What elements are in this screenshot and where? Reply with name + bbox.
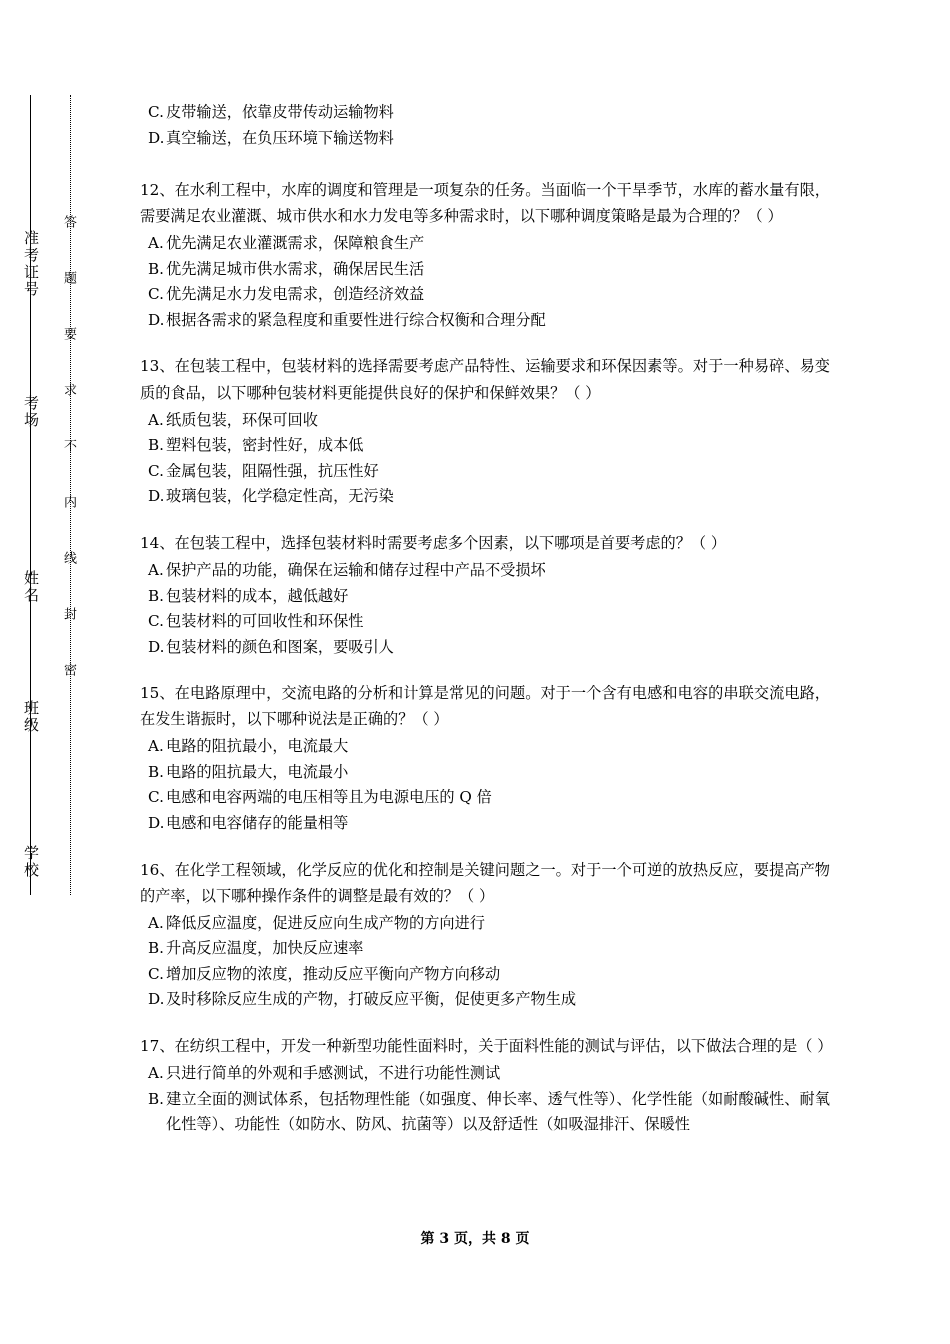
option-item bbox=[148, 584, 830, 610]
option-letter: C. bbox=[148, 964, 164, 983]
option-letter: D. bbox=[148, 990, 165, 1009]
option-letter: A. bbox=[148, 1064, 164, 1083]
question-stem: 16、在化学工程领域，化学反应的优化和控制是关键问题之一。对于一个可逆的放热反应，要提高产物的产率，以下哪种操作条件的调整是最有效的？（ ） bbox=[140, 860, 830, 905]
option-text: 根据各需求的紧急程度和重要性进行综合权衡和合理分配 bbox=[166, 310, 546, 329]
question-stem: 15、在电路原理中，交流电路的分析和计算是常见的问题。对于一个含有电感和电容的串联交流电路，在发生谐振时，以下哪种说法是正确的？（ ） bbox=[140, 684, 830, 729]
option-text: 建立全面的测试体系，包括物理性能（如强度、伸长率、透气性等）、化学性能（如耐酸碱性、耐氧化性等）、功能性（如防水、防风、抗菌等）以及舒适性（如吸湿排汗、保暖性 bbox=[166, 1089, 830, 1134]
option-letter: A. bbox=[148, 913, 164, 932]
option-text: 增加反应物的浓度，推动反应平衡向产物方向移动 bbox=[166, 964, 501, 983]
option-letter: A. bbox=[148, 234, 164, 253]
option-text: 保护产品的功能，确保在运输和储存过程中产品不受损坏 bbox=[166, 561, 546, 580]
option-text: 玻璃包装，化学稳定性高，无污染 bbox=[166, 487, 394, 506]
option-text: 包装材料的成本，越低越好 bbox=[166, 586, 349, 605]
option-letter: D. bbox=[148, 310, 165, 329]
option-item bbox=[148, 558, 830, 584]
option-letter: C. bbox=[148, 285, 164, 304]
seal-field-admission-number: 准考证号 bbox=[22, 230, 40, 298]
seal-instruction-text: 答 题 要 求 不 内 线 封 密 bbox=[61, 215, 76, 690]
option-item bbox=[148, 257, 830, 283]
option-text: 电感和电容储存的能量相等 bbox=[166, 814, 349, 833]
option-text: 及时移除反应生成的产物，打破反应平衡，促使更多产物生成 bbox=[166, 990, 577, 1009]
option-item bbox=[148, 100, 830, 126]
option-item bbox=[148, 911, 830, 937]
question-stem: 17、在纺织工程中，开发一种新型功能性面料时，关于面料性能的测试与评估，以下做法合理的是（ ） bbox=[140, 1036, 833, 1055]
question-block bbox=[140, 857, 830, 1013]
option-text: 电路的阻抗最大，电流最小 bbox=[166, 762, 349, 781]
option-item bbox=[148, 962, 830, 988]
option-item bbox=[148, 635, 830, 661]
question-block bbox=[140, 353, 830, 509]
option-text: 包装材料的可回收性和环保性 bbox=[166, 612, 364, 631]
option-letter: B. bbox=[148, 1089, 164, 1108]
option-letter: C. bbox=[148, 612, 164, 631]
option-item bbox=[148, 408, 830, 434]
option-letter: B. bbox=[148, 259, 164, 278]
option-item bbox=[148, 282, 830, 308]
option-letter: D. bbox=[148, 128, 165, 147]
option-text: 包装材料的颜色和图案，要吸引人 bbox=[166, 637, 394, 656]
option-letter: B. bbox=[148, 939, 164, 958]
option-item bbox=[148, 936, 830, 962]
option-text: 优先满足农业灌溉需求，保障粮食生产 bbox=[166, 234, 425, 253]
option-text: 优先满足水力发电需求，创造经济效益 bbox=[166, 285, 425, 304]
option-letter: B. bbox=[148, 586, 164, 605]
option-item bbox=[148, 433, 830, 459]
option-item bbox=[148, 126, 830, 152]
option-letter: C. bbox=[148, 461, 164, 480]
seal-field-exam-room: 考场 bbox=[22, 395, 40, 429]
option-letter: C. bbox=[148, 788, 164, 807]
seal-vertical-rule bbox=[30, 95, 31, 895]
option-letter: B. bbox=[148, 436, 164, 455]
option-item bbox=[148, 308, 830, 334]
option-text: 升高反应温度，加快反应速率 bbox=[166, 939, 364, 958]
option-item bbox=[148, 811, 830, 837]
continued-options bbox=[140, 100, 830, 151]
option-text: 塑料包装，密封性好，成本低 bbox=[166, 436, 364, 455]
seal-field-school: 学校 bbox=[22, 845, 40, 879]
option-item bbox=[148, 1087, 830, 1138]
option-item bbox=[148, 1061, 830, 1087]
option-letter: C. bbox=[148, 103, 164, 121]
option-letter: D. bbox=[148, 814, 165, 833]
question-block bbox=[140, 1033, 833, 1138]
seal-margin bbox=[0, 0, 118, 1344]
option-letter: A. bbox=[148, 410, 164, 429]
option-text: 只进行简单的外观和手感测试，不进行功能性测试 bbox=[166, 1064, 501, 1083]
option-letter: B. bbox=[148, 762, 164, 781]
option-text: 电感和电容两端的电压相等且为电源电压的 Q 倍 bbox=[166, 788, 492, 807]
option-letter: D. bbox=[148, 637, 165, 656]
page-footer: 第 3 页，共 8 页 bbox=[420, 1231, 530, 1247]
option-text: 金属包装，阻隔性强，抗压性好 bbox=[166, 461, 379, 480]
option-item bbox=[148, 609, 830, 635]
option-item bbox=[148, 760, 830, 786]
option-text: 真空输送，在负压环境下输送物料 bbox=[166, 128, 394, 147]
question-stem: 14、在包装工程中，选择包装材料时需要考虑多个因素，以下哪项是首要考虑的？（ ） bbox=[140, 533, 727, 552]
seal-field-class: 班级 bbox=[22, 700, 40, 734]
seal-field-name: 姓名 bbox=[22, 570, 40, 604]
question-block bbox=[140, 680, 830, 836]
option-item bbox=[148, 734, 830, 760]
option-item bbox=[148, 231, 830, 257]
option-text: 降低反应温度，促进反应向生成产物的方向进行 bbox=[166, 913, 485, 932]
option-text: 优先满足城市供水需求，确保居民生活 bbox=[166, 259, 425, 278]
option-item bbox=[148, 484, 830, 510]
option-letter: A. bbox=[148, 561, 164, 580]
option-item bbox=[148, 987, 830, 1013]
question-stem: 13、在包装工程中，包装材料的选择需要考虑产品特性、运输要求和环保因素等。对于一种易碎、易变质的食品，以下哪种包装材料更能提供良好的保护和保鲜效果？（ ） bbox=[140, 357, 830, 402]
option-text: 皮带输送，依靠皮带传动运输物料 bbox=[166, 103, 394, 121]
option-item bbox=[148, 459, 830, 485]
question-block bbox=[140, 177, 830, 333]
question-content bbox=[140, 100, 833, 1158]
option-text: 纸质包装，环保可回收 bbox=[166, 410, 318, 429]
option-item bbox=[148, 785, 830, 811]
option-text: 电路的阻抗最小，电流最大 bbox=[166, 737, 349, 756]
question-block bbox=[140, 530, 830, 660]
option-letter: A. bbox=[148, 737, 164, 756]
option-letter: D. bbox=[148, 487, 165, 506]
question-stem: 12、在水利工程中，水库的调度和管理是一项复杂的任务。当面临一个干旱季节，水库的蓄水量有限，需要满足农业灌溉、城市供水和水力发电等多种需求时，以下哪种调度策略是最为合理的？（ ） bbox=[140, 181, 830, 226]
